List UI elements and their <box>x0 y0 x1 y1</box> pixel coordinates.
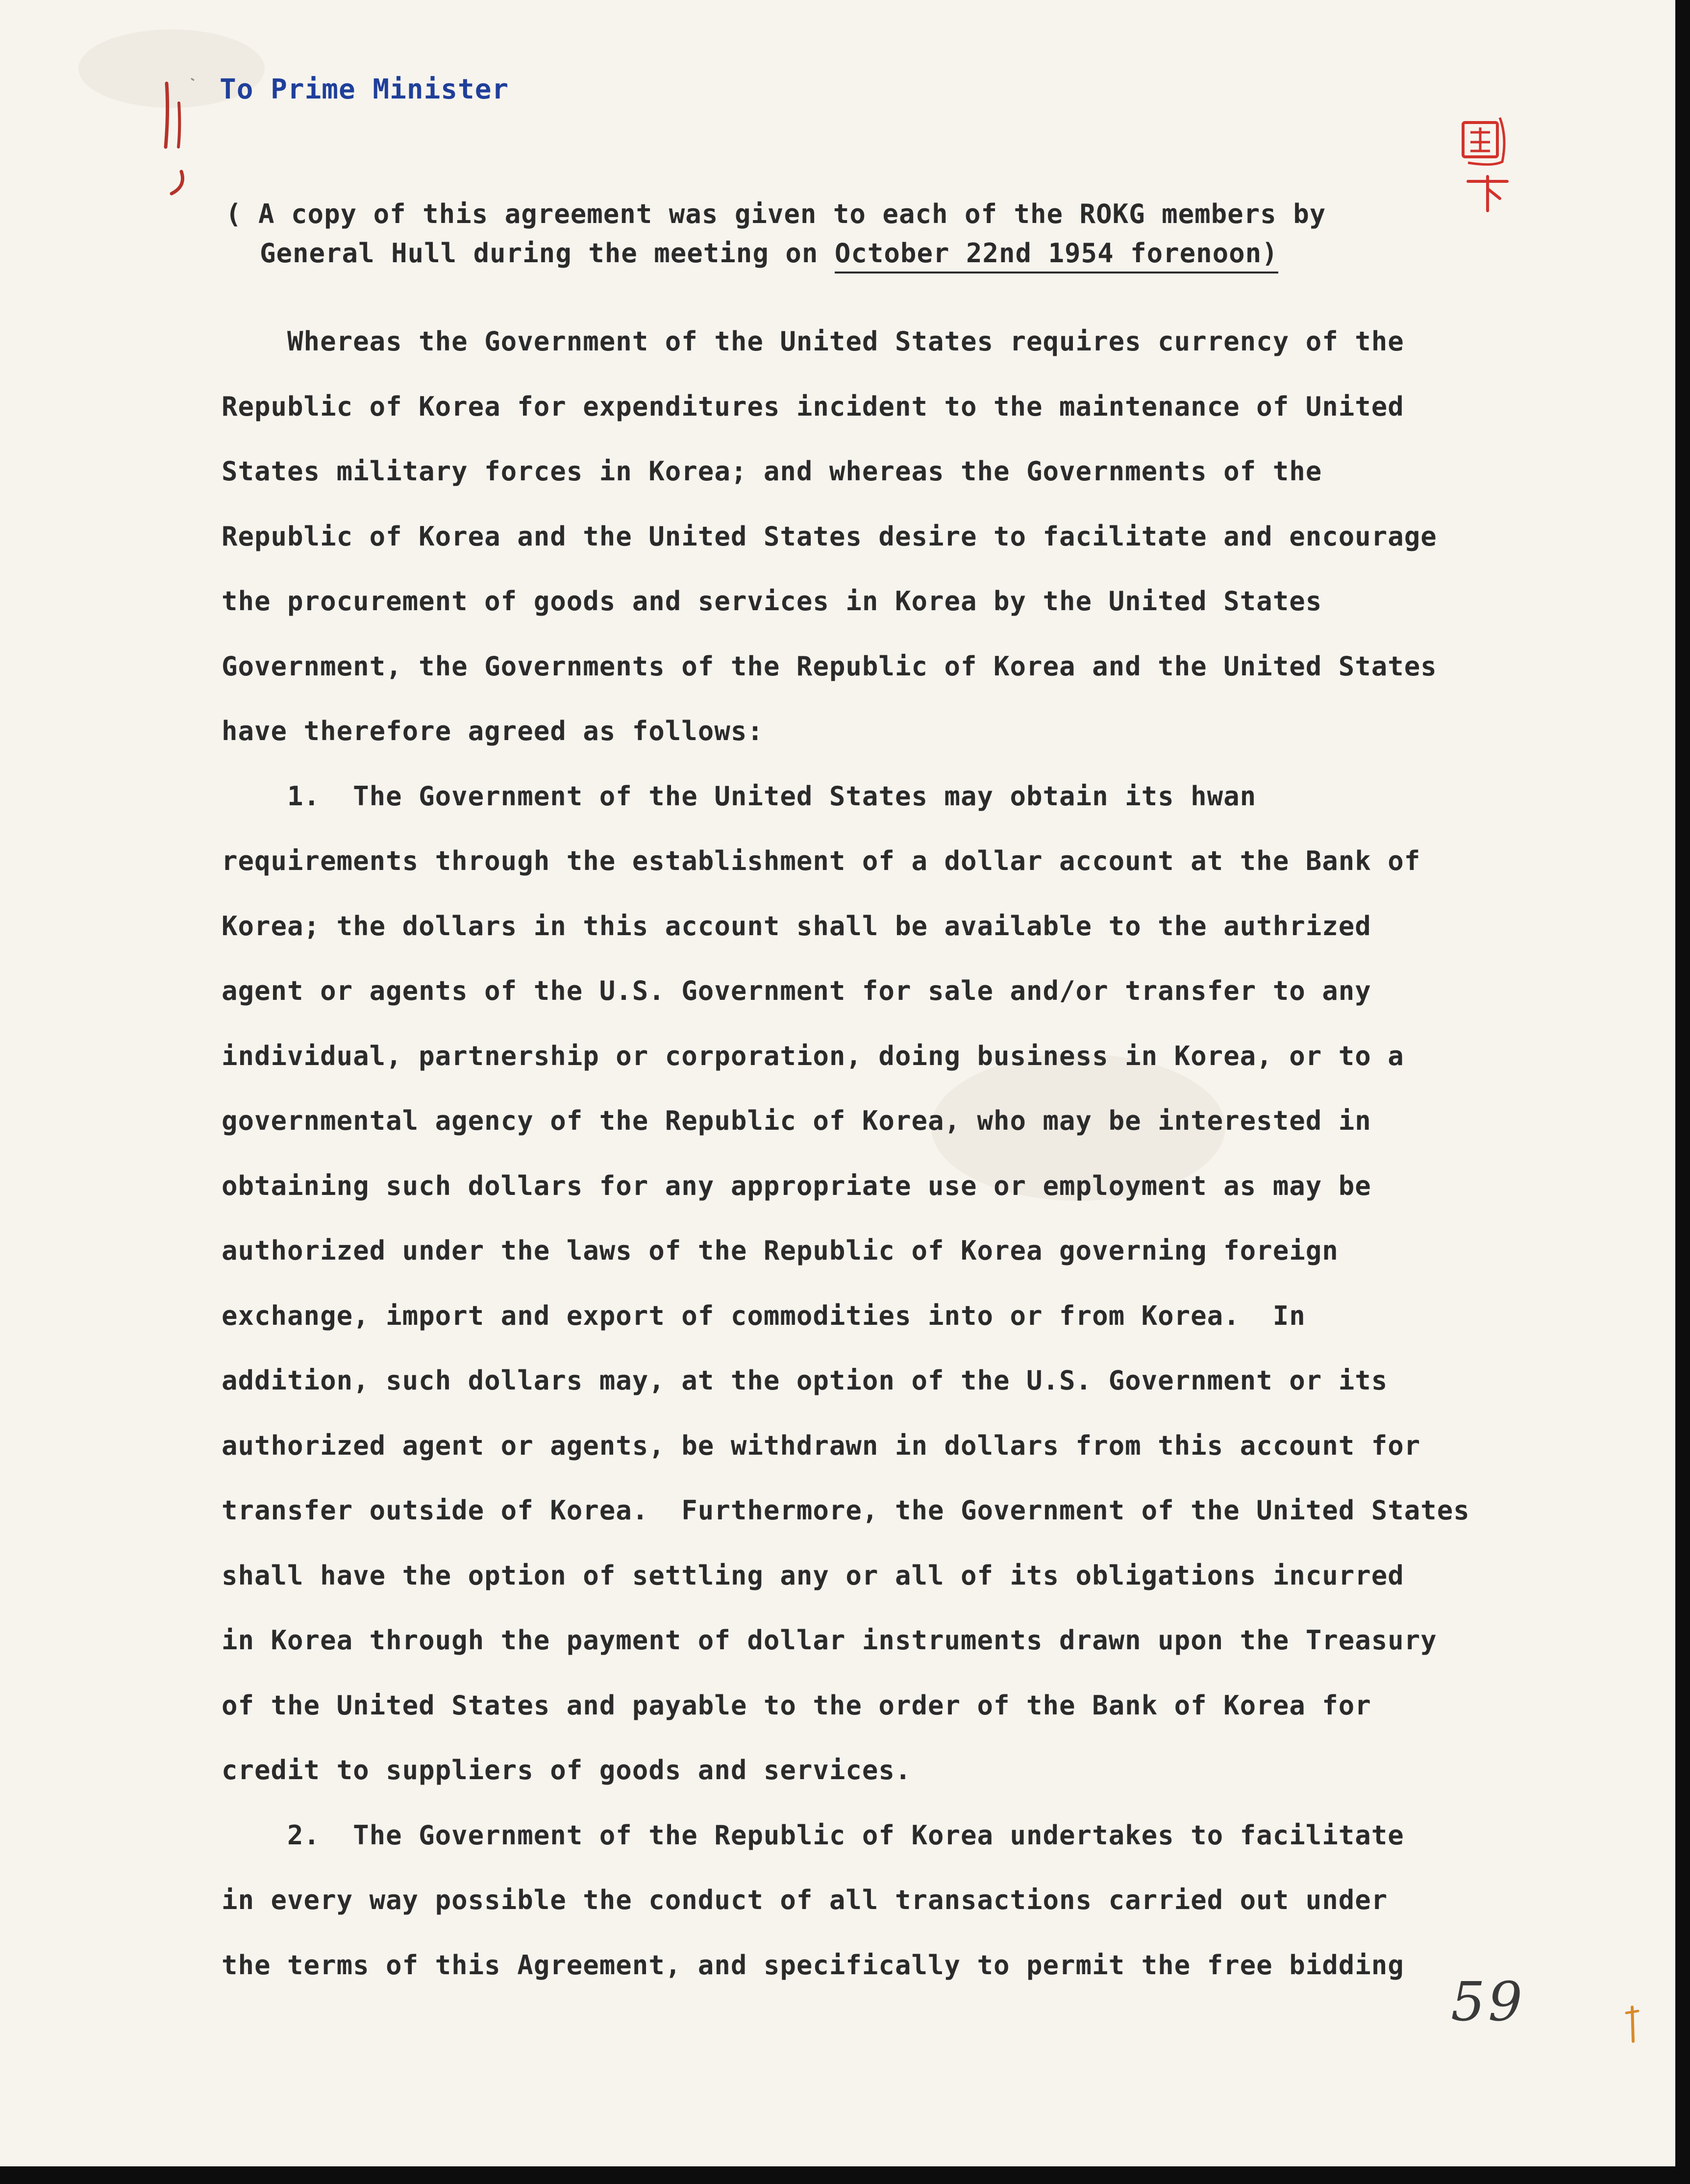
agreement-text-line: authorized under the laws of the Republic of Korea governing foreign <box>222 1235 1339 1266</box>
recipient-line: To Prime Minister <box>220 74 509 105</box>
agreement-text-line: individual, partnership or corporation, doing business in Korea, or to a <box>222 1040 1404 1071</box>
distribution-note-line-1: ( A copy of this agreement was given to each of the ROKG members by <box>225 199 1326 229</box>
pencil-mark-icon <box>152 74 211 201</box>
agreement-text-line: transfer outside of Korea. Furthermore, the Government of the United States <box>222 1495 1470 1526</box>
agreement-text-line: authorized agent or agents, be withdrawn in dollars from this account for <box>222 1430 1421 1461</box>
agreement-text-line: in every way possible the conduct of all transactions carried out under <box>222 1885 1388 1915</box>
agreement-text-line: addition, such dollars may, at the option of the U.S. Government or its <box>222 1365 1388 1396</box>
agreement-text-line: requirements through the establishment of a dollar account at the Bank of <box>222 845 1421 876</box>
scan-border-bottom <box>0 2166 1690 2184</box>
agreement-text-line: States military forces in Korea; and whereas the Governments of the <box>222 456 1322 487</box>
meeting-date: October 22nd 1954 forenoon) <box>835 238 1278 273</box>
agreement-text-line: Korea; the dollars in this account shall be available to the authrized <box>222 910 1371 942</box>
agreement-text-line: governmental agency of the Republic of Korea, who may be interested in <box>222 1105 1371 1136</box>
scan-border-right <box>1675 0 1690 2184</box>
agreement-text-line: the terms of this Agreement, and specifically to permit the free bidding <box>222 1949 1404 1981</box>
red-stamp-icon <box>1453 108 1522 216</box>
agreement-text-line: Government, the Governments of the Republic of Korea and the United States <box>222 650 1437 682</box>
agreement-text-line: Republic of Korea for expenditures incident to the maintenance of United <box>222 391 1404 422</box>
agreement-text-line: 1. The Government of the United States may obtain its hwan <box>222 780 1257 812</box>
agreement-text-line: Whereas the Government of the United States requires currency of the <box>222 326 1404 357</box>
page-number: 59 <box>1451 1970 1525 2033</box>
agreement-text-line: the procurement of goods and services in Korea by the United States <box>222 586 1322 617</box>
distribution-note-line-2 <box>260 238 1278 269</box>
agreement-text-line: in Korea through the payment of dollar instruments drawn upon the Treasury <box>222 1625 1437 1656</box>
orange-tick-icon <box>1622 2002 1642 2046</box>
agreement-text-line: agent or agents of the U.S. Government for sale and/or transfer to any <box>222 975 1371 1006</box>
agreement-text-line: credit to suppliers of goods and services. <box>222 1755 912 1786</box>
agreement-text-line: shall have the option of settling any or all of its obligations incurred <box>222 1560 1404 1591</box>
agreement-text-line: of the United States and payable to the order of the Bank of Korea for <box>222 1689 1371 1721</box>
agreement-text-line: exchange, import and export of commodities into or from Korea. In <box>222 1300 1306 1331</box>
agreement-text-line: obtaining such dollars for any appropriate use or employment as may be <box>222 1170 1371 1201</box>
agreement-text-line: have therefore agreed as follows: <box>222 716 764 746</box>
agreement-text-line: 2. The Government of the Republic of Korea undertakes to facilitate <box>222 1819 1404 1851</box>
distribution-note-prefix: General Hull during the meeting on <box>260 238 835 269</box>
agreement-text-line: Republic of Korea and the United States desire to facilitate and encourage <box>222 521 1437 552</box>
